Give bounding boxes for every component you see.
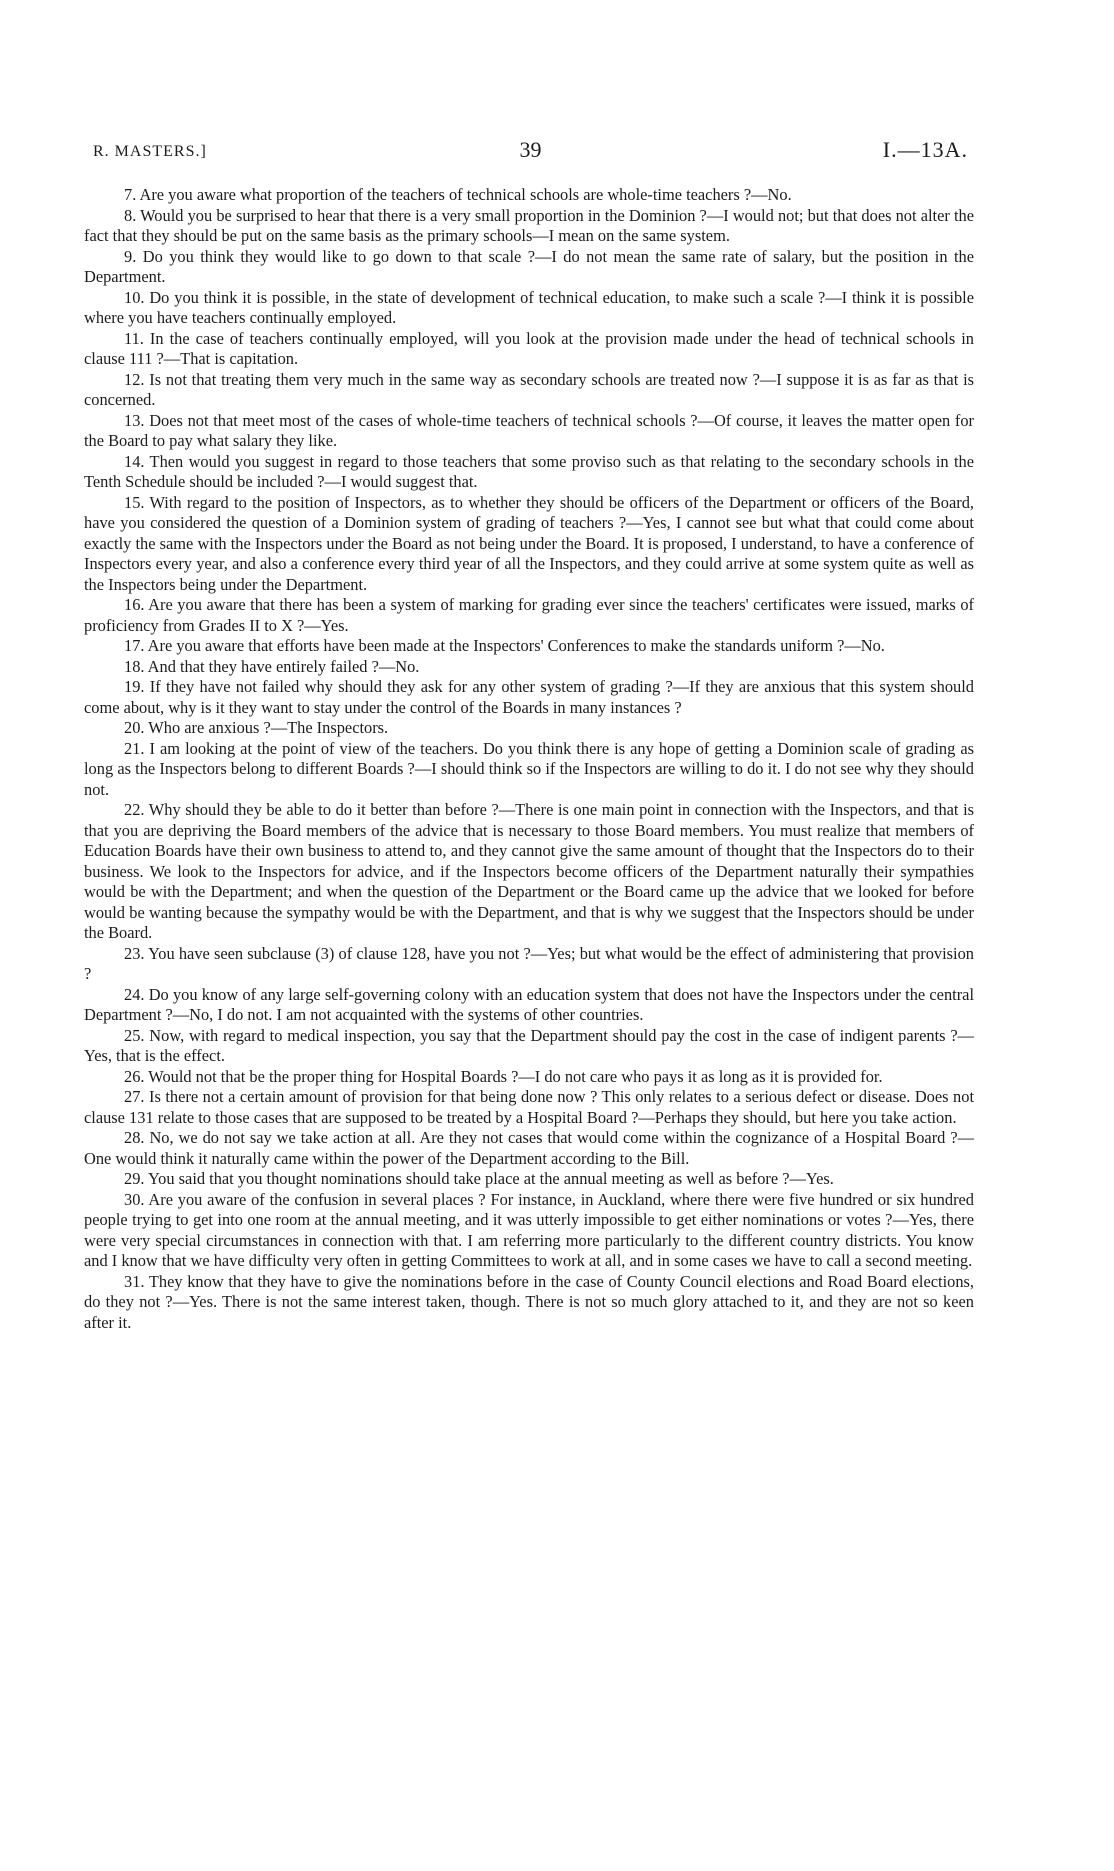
question-31: 31. They know that they have to give the nominations before in the case of County Council elections and Road Board elections, do they not ?—Yes. There is not the same interest taken, though. There is not so much glory attached to it, and they are not so keen after it.: [84, 1271, 974, 1332]
question-18: 18. And that they have entirely failed ?—No.: [124, 656, 420, 676]
question-29: 29. You said that you thought nominations should take place at the annual meeting as well as before ?—Yes.: [124, 1169, 834, 1188]
question-14: 14. Then would you suggest in regard to those teachers that some proviso such as that relating to the secondary schools in the Tenth Schedule should be included ?—I would suggest that.: [84, 451, 974, 491]
question-26: 26. Would not that be the proper thing for Hospital Boards ?—I do not care who pays it as long as it is provided for.: [124, 1066, 883, 1086]
question-7: 7. Are you aware what proportion of the teachers of technical schools are whole-time teachers ?—No.: [124, 185, 792, 204]
question-19: 19. If they have not failed why should they ask for any other system of grading ?—If they are anxious that this system should come about, why is it they want to stay under the control of the Boards in many instances ?: [84, 677, 974, 717]
question-24: 24. Do you know of any large self-governing colony with an education system that does not have the Inspectors under the central Department ?—No, I do not. I am not acquainted with the systems of other countries.: [84, 984, 974, 1024]
page-number: 39: [519, 137, 542, 162]
question-15: 15. With regard to the position of Inspectors, as to whether they should be officers of the Department or officers of the Board, have you considered the question of a Dominion system of grading of teachers ?—Yes, I cannot see but what that could come about exactly the same with the Inspectors under the Board as not being under the Board. It is proposed, I understand, to have a conference of Inspectors every year, and also a conference every third year of all the Inspectors, and they could arrive at some system quite as well as the Inspectors being under the Department.: [84, 492, 974, 594]
question-9: 9. Do you think they would like to go down to that scale ?—I do not mean the same rate of salary, but the position in the Department.: [84, 246, 974, 286]
question-8: 8. Would you be surprised to hear that there is a very small proportion in the Dominion ?—I would not; but that does not alter the fact that they should be put on the same basis as the primary schools—I mean on the same system.: [84, 205, 974, 245]
header-witness-name: R. MASTERS.]: [93, 143, 207, 160]
question-30: 30. Are you aware of the confusion in several places ? For instance, in Auckland, where there were five hundred or six hundred people trying to get into one room at the annual meeting, and it was utterly impossible to get either nominations or votes ?—Yes, there were very special circumstances in connection with that. I am referring more particularly to the different country districts. You know and I know that we have difficulty very often in getting Committees to work at all, and in some cases we have to call a second meeting.: [84, 1189, 974, 1270]
question-13: 13. Does not that meet most of the cases of whole-time teachers of technical schools ?—Of course, it leaves the matter open for the Board to pay what salary they like.: [84, 410, 974, 450]
question-23: 23. You have seen subclause (3) of clause 128, have you not ?—Yes; but what would be the effect of administering that provision ?: [84, 943, 974, 983]
question-28: 28. No, we do not say we take action at all. Are they not cases that would come within the cognizance of a Hospital Board ?—One would think it naturally came within the power of the Department according to the Bill.: [84, 1128, 974, 1168]
question-10: 10. Do you think it is possible, in the state of development of technical education, to make such a scale ?—I think it is possible where you have teachers continually employed.: [84, 287, 974, 327]
question-12: 12. Is not that treating them very much in the same way as secondary schools are treated now ?—I suppose it is as far as that is concerned.: [84, 369, 974, 409]
question-16: 16. Are you aware that there has been a system of marking for grading ever since the teachers' certificates were issued, marks of proficiency from Grades II to X ?—Yes.: [84, 595, 974, 635]
document-body: [84, 185, 974, 1333]
question-22: 22. Why should they be able to do it better than before ?—There is one main point in connection with the Inspectors, and that is that you are depriving the Board members of the advice that is necessary to those Board members. You must realize that members of Education Boards have their own business to attend to, and they cannot give the same amount of thought that the Inspectors do to their business. We look to the Inspectors for advice, and if the Inspectors become officers of the Department naturally their sympathies would be with the Department; and when the question of the Department or the Board came up the advice that we looked for before would be wanting because the sympathy would be with the Department, and that is why we suggest that the Inspectors should be under the Board.: [84, 800, 974, 942]
question-27: 27. Is there not a certain amount of provision for that being done now ? This only relates to a serious defect or disease. Does not clause 131 relate to those cases that are supposed to be treated by a Hospital Board ?—Perhaps they should, but here you take action.: [84, 1087, 974, 1127]
page-header: [93, 137, 968, 165]
question-25: 25. Now, with regard to medical inspection, you say that the Department should pay the cost in the case of indigent parents ?—Yes, that is the effect.: [84, 1025, 974, 1065]
question-17: 17. Are you aware that efforts have been made at the Inspectors' Conferences to make the standards uniform ?—No.: [124, 636, 885, 655]
question-11: 11. In the case of teachers continually employed, will you look at the provision made under the head of technical schools in clause 111 ?—That is capitation.: [84, 328, 974, 368]
question-21: 21. I am looking at the point of view of the teachers. Do you think there is any hope of getting a Dominion scale of grading as long as the Inspectors belong to different Boards ?—I should think so if the Inspectors are willing to do it. I do not see why they should not.: [84, 738, 974, 799]
question-20: 20. Who are anxious ?—The Inspectors.: [124, 718, 389, 737]
header-paper-reference: I.—13A.: [882, 137, 968, 162]
